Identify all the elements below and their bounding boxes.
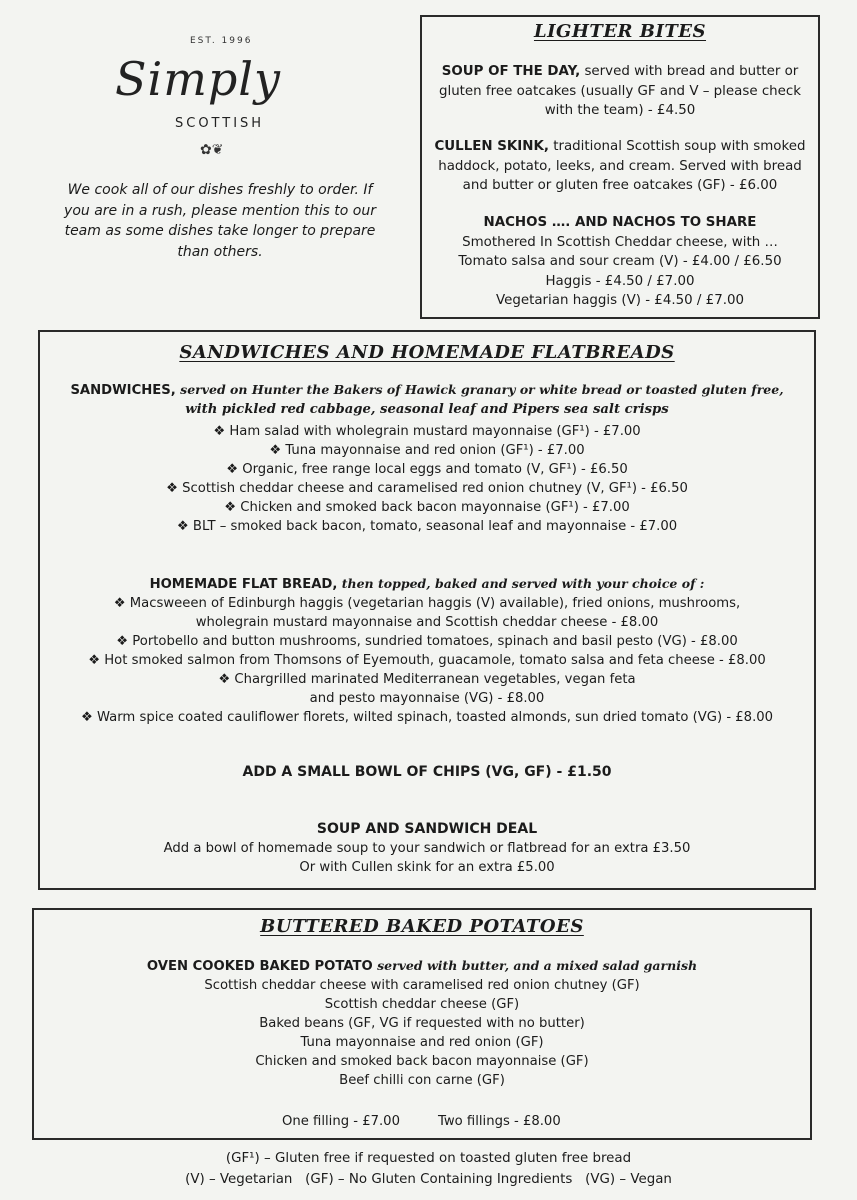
cullen-skink-item: [432, 137, 808, 196]
list-item: ❖ Chargrilled marinated Mediterranean vegetables, vegan feta: [40, 670, 814, 689]
list-item: ❖ BLT – smoked back bacon, tomato, seasonal leaf and mayonnaise - £7.00: [40, 517, 814, 536]
list-item: ❖ Organic, free range local eggs and tomato (V, GF¹) - £6.50: [40, 460, 814, 479]
logo-subtitle: SCOTTISH: [175, 116, 265, 131]
heading-description: served with butter, and a mixed salad garnish: [372, 958, 698, 973]
soup-of-the-day-item: [432, 62, 808, 121]
item-description: traditional Scottish soup with smoked haddock, potato, leeks, and cream. Served with bread and butter or gluten free oatcakes (GF) - £6.00: [438, 139, 806, 193]
item-name: CULLEN SKINK,: [434, 139, 549, 154]
list-item: Beef chilli con carne (GF): [339, 1073, 505, 1088]
logo-brand: Simply: [115, 52, 281, 106]
lighter-bites-section: [420, 15, 820, 319]
list-item: ❖ Scottish cheddar cheese and caramelised red onion chutney (V, GF¹) - £6.50: [40, 479, 814, 498]
list-item: ❖ Portobello and button mushrooms, sundried tomatoes, spinach and basil pesto (VG) - £8.00: [40, 632, 814, 651]
heading-name: HOMEMADE FLAT BREAD,: [149, 577, 338, 592]
nachos-line: Vegetarian haggis (V) - £4.50 / £7.00: [495, 293, 745, 308]
dietary-key-line: (V) – Vegetarian (GF) – No Gluten Containing Ingredients (VG) – Vegan: [185, 1172, 672, 1187]
list-item: ❖ Tuna mayonnaise and red onion (GF¹) - £7.00: [40, 441, 814, 460]
add-chips-note: ADD A SMALL BOWL OF CHIPS (VG, GF) - £1.50: [242, 764, 612, 780]
nachos-line: Smothered In Scottish Cheddar cheese, with …: [462, 234, 778, 250]
heading-description-2: with pickled red cabbage, seasonal leaf and Pipers sea salt crisps: [185, 402, 669, 417]
flatbread-heading: [40, 574, 814, 594]
potato-fillings-list: [34, 976, 810, 1090]
deal-line: Add a bowl of homemade soup to your sandwich or flatbread for an extra £3.50: [163, 841, 691, 856]
list-item: ❖ Chicken and smoked back bacon mayonnaise (GF¹) - £7.00: [40, 498, 814, 517]
potato-heading: [34, 956, 810, 976]
flatbread-list: [40, 594, 814, 727]
sandwiches-section: [38, 330, 816, 890]
section-title: LIGHTER BITES: [533, 21, 707, 42]
dietary-key: [0, 1148, 857, 1190]
soup-sandwich-deal: [40, 820, 814, 877]
list-item: ❖ Warm spice coated cauliflower florets, wilted spinach, toasted almonds, sun dried tomato (VG) - £8.00: [40, 708, 814, 727]
list-item: ❖ Hot smoked salmon from Thomsons of Eyemouth, guacamole, tomato salsa and feta cheese - £8.00: [40, 651, 814, 670]
heading-name: OVEN COOKED BAKED POTATO: [146, 959, 373, 974]
list-item: Scottish cheddar cheese with caramelised red onion chutney (GF): [204, 978, 640, 993]
list-item: Tuna mayonnaise and red onion (GF): [300, 1035, 544, 1050]
nachos-line: Haggis - £4.50 / £7.00: [545, 273, 695, 289]
brand-logo: [95, 30, 335, 160]
item-name: SOUP OF THE DAY,: [441, 64, 581, 79]
thistle-icon: ✿❦: [200, 142, 224, 158]
sandwich-list: [40, 422, 814, 536]
nachos-line: Tomato salsa and sour cream (V) - £4.00 / £6.50: [458, 254, 782, 269]
deal-title: SOUP AND SANDWICH DEAL: [316, 821, 538, 837]
heading-name: SANDWICHES,: [70, 383, 176, 398]
dietary-key-line: (GF¹) – Gluten free if requested on toasted gluten free bread: [225, 1151, 632, 1166]
nachos-item: [432, 213, 808, 311]
item-name: NACHOS …. AND NACHOS TO SHARE: [483, 215, 757, 230]
heading-description: served on Hunter the Bakers of Hawick granary or white bread or toasted gluten free,: [175, 382, 784, 397]
baked-potatoes-section: [32, 908, 812, 1140]
section-title: BUTTERED BAKED POTATOES: [260, 916, 584, 937]
list-item: Chicken and smoked back bacon mayonnaise (GF): [255, 1054, 589, 1069]
item-description: served with bread and butter or gluten free oatcakes (usually GF and V – please check with the team) - £4.50: [438, 64, 802, 118]
price-two-fillings: Two fillings - £8.00: [438, 1114, 561, 1129]
list-item: ❖ Macsweeen of Edinburgh haggis (vegetarian haggis (V) available), fried onions, mushrooms,: [40, 594, 814, 613]
heading-description: then topped, baked and served with your choice of :: [337, 576, 705, 591]
logo-years: EST. 1996: [190, 36, 253, 46]
intro-note: We cook all of our dishes freshly to order. If you are in a rush, please mention this to our team as some dishes take longer to prepare than others.: [64, 182, 376, 260]
deal-line: Or with Cullen skink for an extra £5.00: [299, 860, 555, 875]
list-item: ❖ Ham salad with wholegrain mustard mayonnaise (GF¹) - £7.00: [40, 422, 814, 441]
section-title: SANDWICHES AND HOMEMADE FLATBREADS: [179, 342, 675, 363]
list-item-continued: wholegrain mustard mayonnaise and Scottish cheddar cheese - £8.00: [195, 615, 659, 630]
list-item: Baked beans (GF, VG if requested with no butter): [259, 1016, 585, 1031]
sandwiches-heading: [40, 380, 814, 419]
list-item-continued: and pesto mayonnaise (VG) - £8.00: [309, 691, 545, 706]
list-item: Scottish cheddar cheese (GF): [324, 997, 520, 1012]
price-one-filling: One filling - £7.00: [282, 1114, 400, 1129]
